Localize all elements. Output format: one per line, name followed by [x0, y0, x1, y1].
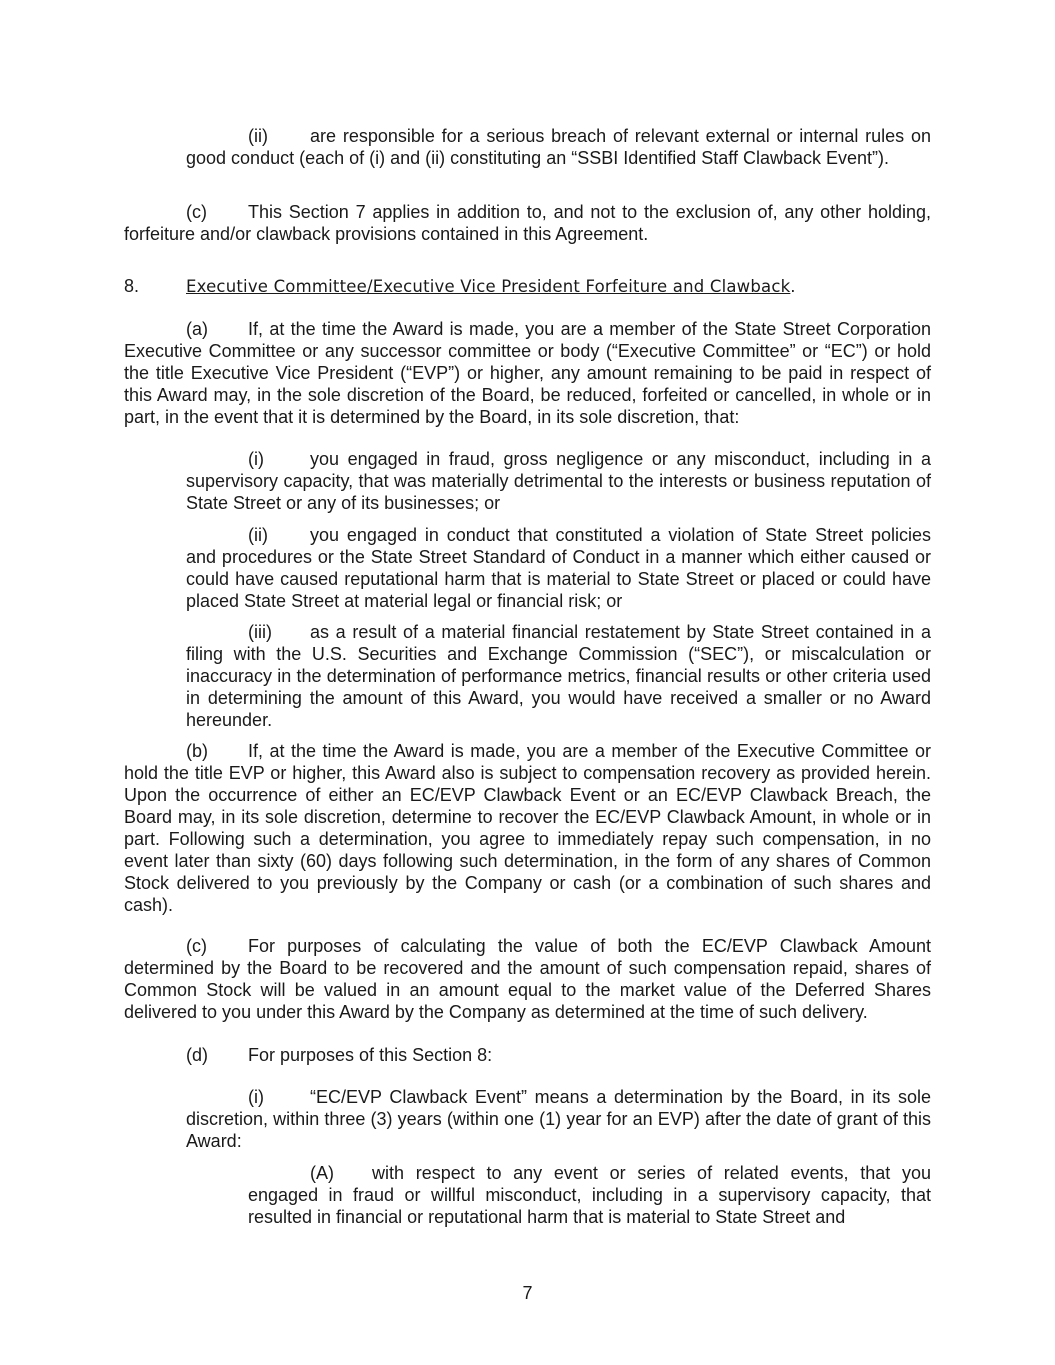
- paragraph-a: [124, 318, 931, 428]
- section-title: Executive Committee/Executive Vice President Forfeiture and Clawback: [186, 277, 791, 296]
- paragraph-d-i: [186, 1086, 931, 1152]
- clause-label: (d): [186, 1045, 208, 1065]
- clause-text: For purposes of calculating the value of both the EC/EVP Clawback Amount determined by the Board to be recovered and the amount of such compensation repaid, shares of Common Stock will be valued in an amount equal to the market value of the Deferred Shares delivered to you under this Award by the Company as determined at the time of such delivery.: [124, 936, 931, 1022]
- clause-label: (ii): [248, 525, 268, 545]
- clause-text: If, at the time the Award is made, you are a member of the Executive Committee or hold the title EVP or higher, this Award also is subject to compensation recovery as provided herein. Upon the occurrence of either an EC/EVP Clawback Event or an EC/EVP Clawback Breach, the Board may, in its sole discretion, determine to recover the EC/EVP Clawback Amount, in whole or in part. Following such a determination, you agree to immediately repay such compensation, in no event later than sixty (60) days following such determination, in the form of any shares of Common Stock delivered to you previously by the Company or cash (or a combination of such shares and cash).: [124, 741, 931, 915]
- clause-label: (b): [186, 741, 208, 761]
- paragraph-a-iii: [186, 621, 931, 731]
- clause-label: (c): [186, 202, 207, 222]
- section-title-period: .: [790, 276, 796, 296]
- paragraph-d-i-A: [248, 1162, 931, 1228]
- paragraph-c: [124, 935, 931, 1023]
- section-number: 8.: [124, 276, 140, 296]
- paragraph-d: [124, 1044, 931, 1066]
- clause-text: If, at the time the Award is made, you are a member of the State Street Corporation Executive Committee or any successor committee or body (“Executive Committee” or “EC”) or hold the title Executive Vice President (“EVP”) or higher, any amount remaining to be paid in respect of this Award may, in the sole discretion of the Board, be reduced, forfeited or cancelled, in whole or in part, in the event that it is determined by the Board, in its sole discretion, that:: [124, 319, 931, 427]
- clause-text: are responsible for a serious breach of relevant external or internal rules on good conduct (each of (i) and (ii) constituting an “SSBI Identified Staff Clawback Event”).: [186, 126, 931, 168]
- paragraph-b: [124, 740, 931, 916]
- paragraph-a-i: [186, 448, 931, 514]
- clause-label: (ii): [248, 126, 268, 146]
- page-number: 7: [522, 1283, 533, 1303]
- clause-label: (i): [248, 449, 264, 469]
- clause-text: For purposes of this Section 8:: [248, 1045, 493, 1065]
- clause-text: “EC/EVP Clawback Event” means a determination by the Board, in its sole discretion, within three (3) years (within one (1) year for an EVP) after the date of grant of this Award:: [186, 1087, 931, 1151]
- clause-text: you engaged in fraud, gross negligence or any misconduct, including in a supervisory capacity, that was materially detrimental to the interests or business reputation of State Street or any of its businesses; or: [186, 449, 931, 513]
- clause-text: This Section 7 applies in addition to, and not to the exclusion of, any other holding, forfeiture and/or clawback provisions contained in this Agreement.: [124, 202, 931, 244]
- clause-text: with respect to any event or series of related events, that you engaged in fraud or willful misconduct, including in a supervisory capacity, that resulted in financial or reputational harm that is material to State Street and: [248, 1163, 931, 1227]
- clause-text: as a result of a material financial restatement by State Street contained in a filing with the U.S. Securities and Exchange Commission (“SEC”), or miscalculation or inaccuracy in the determination of performance metrics, financial results or other criteria used in determining the amount of this Award, you would have received a smaller or no Award hereunder.: [186, 622, 931, 730]
- paragraph-c-section7: [124, 201, 931, 245]
- clause-label: (c): [186, 936, 207, 956]
- clause-label: (a): [186, 319, 208, 339]
- clause-label: (A): [310, 1163, 334, 1183]
- paragraph-a-ii: [186, 524, 931, 612]
- section-8-heading: [124, 275, 931, 298]
- clause-text: you engaged in conduct that constituted a violation of State Street policies and procedures or the State Street Standard of Conduct in a manner which either caused or could have caused reputational harm that is material to State Street or placed or could have placed State Street at material legal or financial risk; or: [186, 525, 931, 611]
- clause-label: (iii): [248, 622, 272, 642]
- clause-label: (i): [248, 1087, 264, 1107]
- paragraph-ii-ssbi: [186, 125, 931, 169]
